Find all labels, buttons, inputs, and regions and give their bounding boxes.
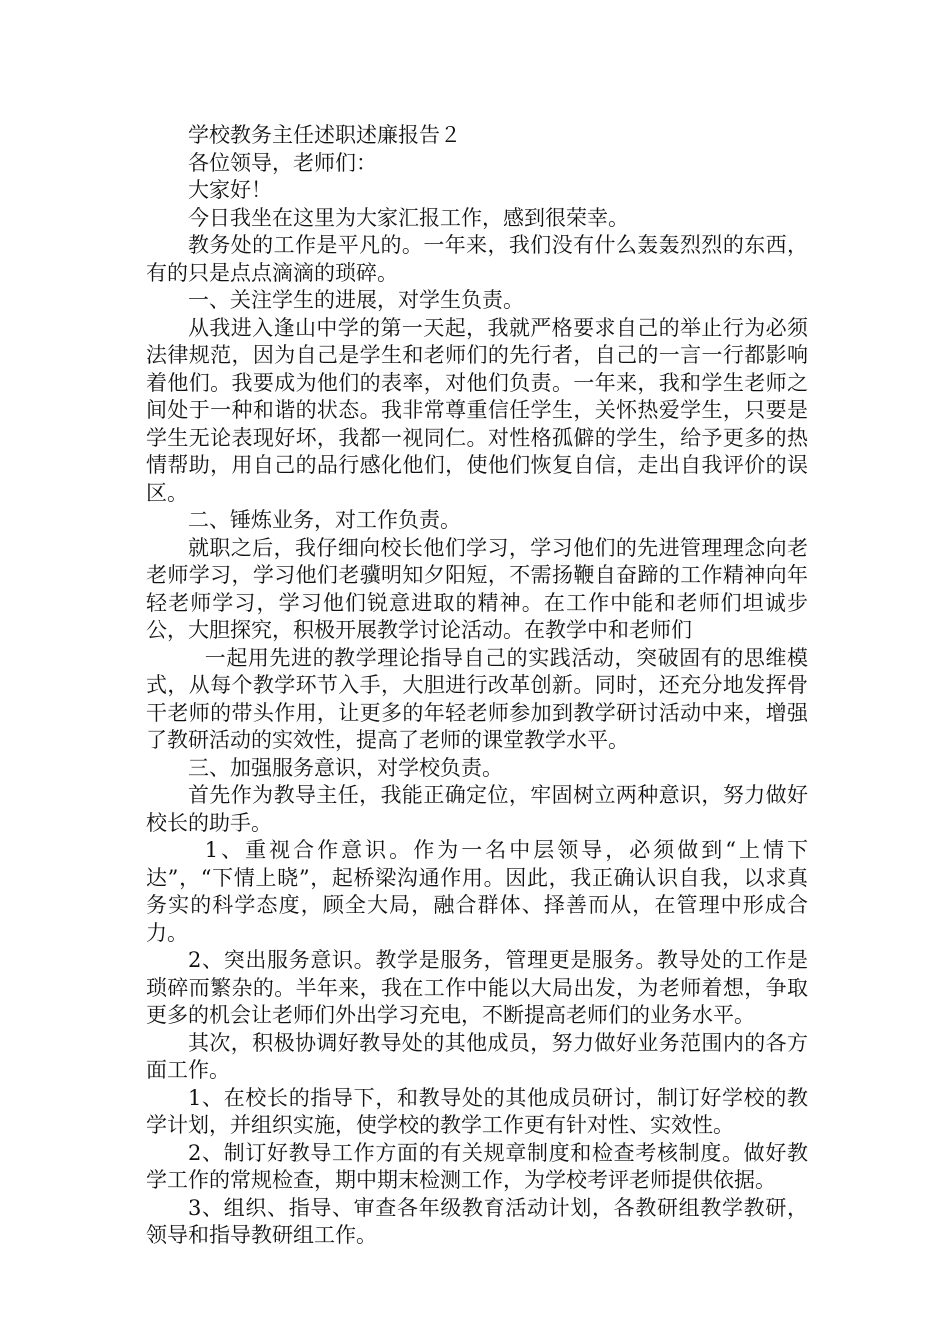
paragraph: 2、制订好教导工作方面的有关规章制度和检查考核制度。做好教学工作的常规检查，期中期末检测工作，为学校考评老师提供依据。 [146, 1140, 808, 1192]
paragraph: 1、重视合作意识。作为一名中层领导，必须做到“上情下达”，“下情上晓”，起桥梁沟通作用。因此，我正确认识自我，以求真务实的科学态度，顾全大局，融合群体、择善而从，在管理中形成合力。 [146, 838, 808, 945]
paragraph: 从我进入逢山中学的第一天起，我就严格要求自己的举止行为必须法律规范，因为自己是学生和老师们的先行者，自己的一言一行都影响着他们。我要成为他们的表率，对他们负责。一年来，我和学生老师之间处于一种和谐的状态。我非常尊重信任学生，关怀热爱学生，只要是学生无论表现好坏，我都一视同仁。对性格孤僻的学生，给予更多的热情帮助，用自己的品行感化他们，使他们恢复自信，走出自我评价的误区。 [146, 315, 808, 505]
paragraph: 三、加强服务意识，对学校负责。 [188, 755, 503, 780]
paragraph: 教务处的工作是平凡的。一年来，我们没有什么轰轰烈烈的东西，有的只是点点滴滴的琐碎。 [146, 233, 808, 285]
paragraph: 一起用先进的教学理论指导自己的实践活动，突破固有的思维模式，从每个教学环节入手，大胆进行改革创新。同时，还充分地发挥骨干老师的带头作用，让更多的年轻老师参加到教学研讨活动中来，增强了教研活动的实效性，提高了老师的课堂教学水平。 [146, 645, 808, 752]
paragraph: 3、组织、指导、审查各年级教育活动计划，各教研组教学教研，领导和指导教研组工作。 [146, 1195, 808, 1247]
document-page [146, 122, 808, 1250]
paragraph: 一、关注学生的进展，对学生负责。 [188, 288, 524, 312]
document-body [146, 150, 808, 1250]
paragraph: 就职之后，我仔细向校长他们学习，学习他们的先进管理理念向老老师学习，学习他们老骥明知夕阳短，不需扬鞭自奋蹄的工作精神向年轻老师学习，学习他们锐意进取的精神。在工作中能和老师们坦诚步公，大胆探究，积极开展教学讨论活动。在教学中和老师们 [146, 535, 808, 642]
paragraph: 各位领导，老师们： [188, 150, 377, 175]
paragraph: 1、在校长的指导下，和教导处的其他成员研讨，制订好学校的教学计划，并组织实施，使学校的教学工作更有针对性、实效性。 [146, 1085, 808, 1137]
paragraph: 其次，积极协调好教导处的其他成员，努力做好业务范围内的各方面工作。 [146, 1030, 808, 1082]
paragraph: 大家好！ [188, 178, 272, 202]
paragraph: 首先作为教导主任，我能正确定位，牢固树立两种意识，努力做好校长的助手。 [146, 783, 808, 835]
paragraph: 二、锤炼业务，对工作负责。 [188, 508, 461, 532]
paragraph: 2、突出服务意识。教学是服务，管理更是服务。教导处的工作是琐碎而繁杂的。半年来，我在工作中能以大局出发，为老师着想，争取更多的机会让老师们外出学习充电，不断提高老师们的业务水平。 [146, 948, 808, 1027]
paragraph: 今日我坐在这里为大家汇报工作，感到很荣幸。 [188, 205, 629, 230]
document-title: 学校教务主任述职述廉报告２ [188, 123, 461, 147]
